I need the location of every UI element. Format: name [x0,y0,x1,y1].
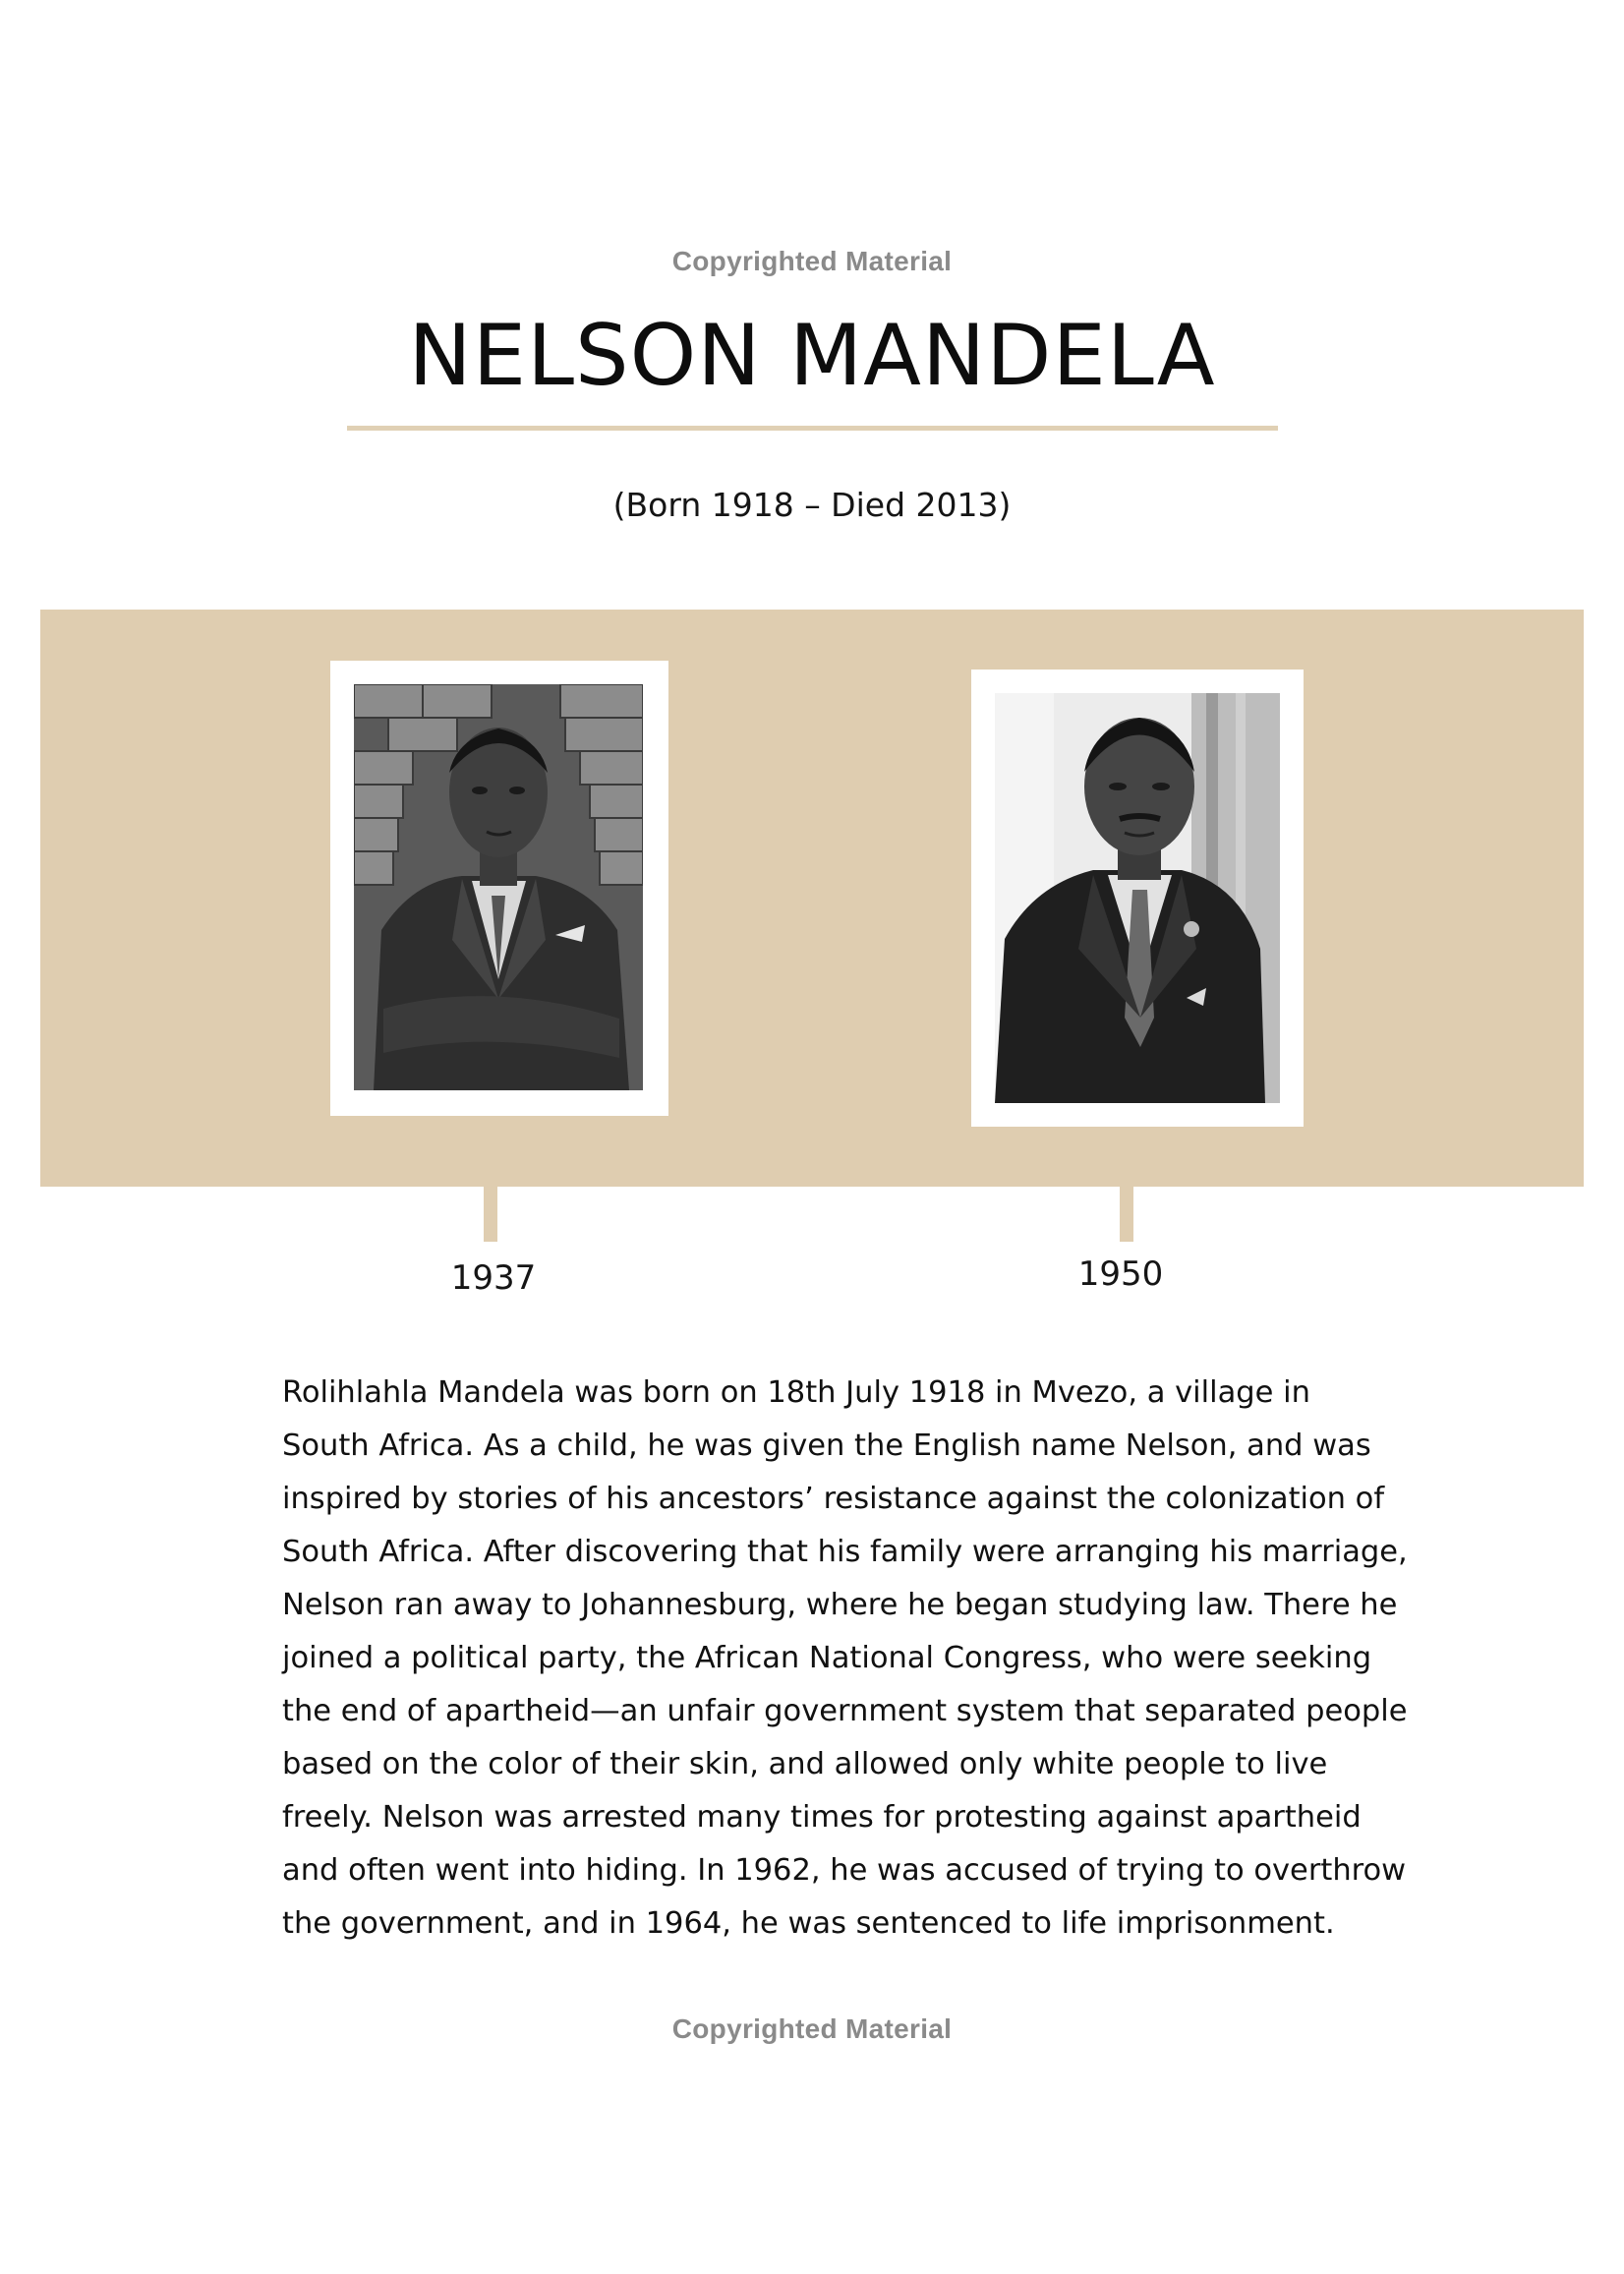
timeline-year-1937: 1937 [450,1258,537,1298]
paragraph-line: the government, and in 1964, he was sentenced to life imprisonment. [282,1906,1335,1941]
paragraph-line: South Africa. As a child, he was given the English name Nelson, and was [282,1429,1371,1463]
photo-frame-1937 [330,661,668,1116]
biography-paragraph [282,1367,1408,1951]
paragraph-line: freely. Nelson was arrested many times for protesting against apartheid [282,1800,1362,1835]
paragraph-line: Nelson ran away to Johannesburg, where he began studying law. There he [282,1588,1398,1622]
timeline-tick-1937 [484,1187,497,1242]
portrait-photo-1937 [354,684,643,1090]
portrait-photo-1950 [995,693,1280,1103]
page-title: NELSON MANDELA [408,307,1216,405]
paragraph-line: based on the color of their skin, and allowed only white people to live [282,1747,1328,1781]
timeline-tick-1950 [1120,1187,1133,1242]
copyright-watermark-bottom: Copyrighted Material [671,2013,953,2044]
title-underline [347,426,1278,431]
paragraph-line: the end of apartheid—an unfair government system that separated people [282,1694,1408,1728]
photo-frame-1950 [971,670,1304,1127]
paragraph-line: and often went into hiding. In 1962, he was accused of trying to overthrow [282,1853,1407,1888]
paragraph-line: South Africa. After discovering that his family were arranging his marriage, [282,1535,1408,1569]
paragraph-line: inspired by stories of his ancestors’ resistance against the colonization of [282,1482,1385,1516]
photo-timeline-band [40,610,1584,1187]
copyright-watermark-top: Copyrighted Material [671,246,953,276]
life-dates: (Born 1918 – Died 2013) [612,486,1012,524]
paragraph-line: joined a political party, the African National Congress, who were seeking [282,1641,1372,1675]
timeline-year-1950: 1950 [1077,1254,1164,1294]
paragraph-line: Rolihlahla Mandela was born on 18th July 1918 in Mvezo, a village in [282,1375,1310,1410]
